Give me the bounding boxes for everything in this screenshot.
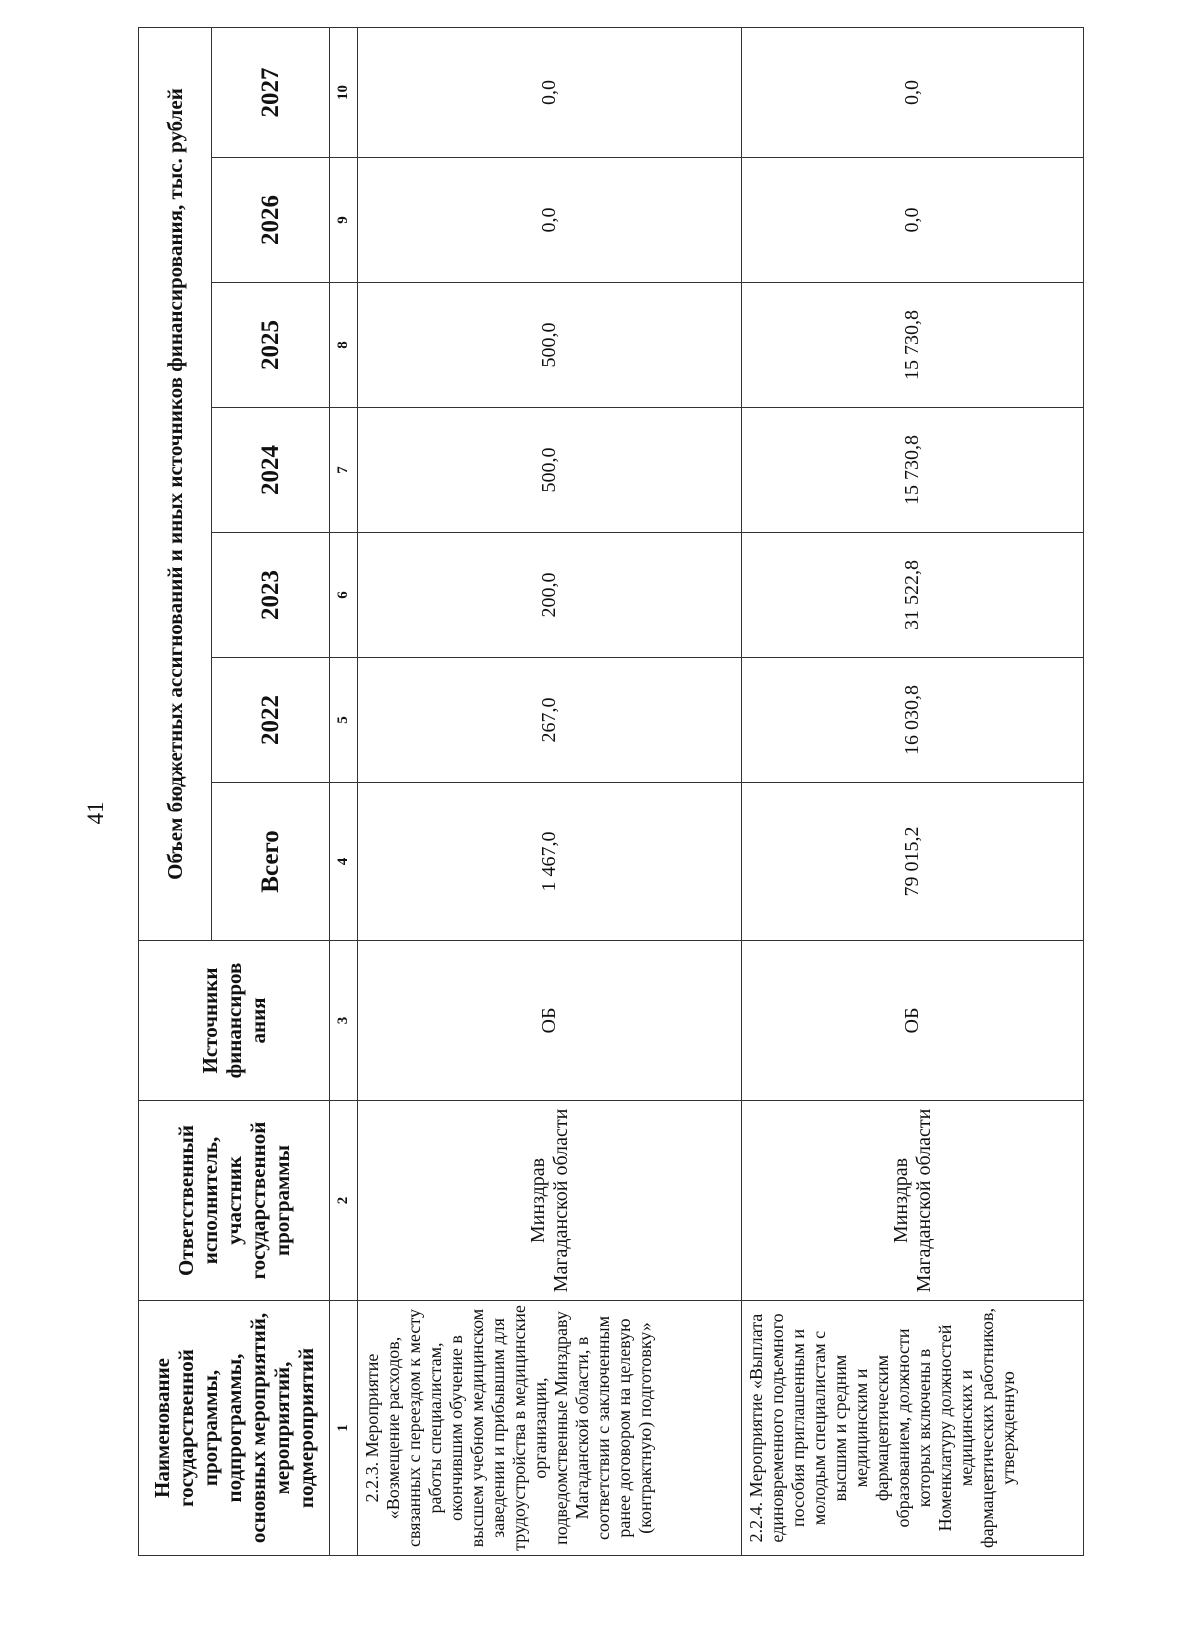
year-cell: 15 730,8: [742, 283, 1084, 408]
source-cell: ОБ: [742, 941, 1084, 1101]
year-cell: 31 522,8: [742, 533, 1084, 658]
total-cell: 1 467,0: [358, 783, 742, 941]
column-number: 3: [330, 941, 358, 1101]
header-total: Всего: [212, 783, 330, 941]
header-name: Наименование государственной программы, подпрограммы, основных мероприятий, мероприятий, подмероприятий: [139, 1301, 330, 1556]
year-cell: 500,0: [358, 408, 742, 533]
total-cell: 79 015,2: [742, 783, 1084, 941]
column-number-row: [330, 27, 358, 1555]
year-cell: 16 030,8: [742, 658, 1084, 783]
column-number: 2: [330, 1101, 358, 1301]
activity-name: 2.2.4. Мероприятие «Выплата единовременного подъемного пособия приглашенным и молодым специалистам с высшим и средним медицинским и фармацевтическим образованием, должности которых включены в Номенклатуру должностей медицинских и фармацевтических работников, утвержденную: [742, 1301, 1084, 1556]
column-number: 10: [330, 27, 358, 157]
column-number: 7: [330, 408, 358, 533]
header-executor: Ответственный исполнитель, участник государственной программы: [139, 1101, 330, 1301]
page-number: 41: [83, 801, 108, 825]
executor-cell: Минздрав Магаданской области: [742, 1101, 1084, 1301]
table-row: [742, 27, 1084, 1555]
budget-table: [138, 27, 1084, 1556]
header-sources: Источники финансиров ания: [139, 941, 330, 1101]
column-number: 4: [330, 783, 358, 941]
year-cell: 15 730,8: [742, 408, 1084, 533]
column-number: 9: [330, 158, 358, 283]
header-year-2023: 2023: [212, 533, 330, 658]
column-number: 8: [330, 283, 358, 408]
year-cell: 0,0: [742, 158, 1084, 283]
header-funding-group: Объем бюджетных ассигнований и иных источников финансирования, тыс. рублей: [139, 27, 212, 940]
source-cell: ОБ: [358, 941, 742, 1101]
executor-cell: Минздрав Магаданской области: [358, 1101, 742, 1301]
year-cell: 500,0: [358, 283, 742, 408]
header-year-2022: 2022: [212, 658, 330, 783]
column-number: 6: [330, 533, 358, 658]
header-year-2026: 2026: [212, 158, 330, 283]
header-year-2024: 2024: [212, 408, 330, 533]
header-year-2027: 2027: [212, 27, 330, 157]
year-cell: 0,0: [358, 27, 742, 157]
table-row: [358, 27, 742, 1555]
header-year-2025: 2025: [212, 283, 330, 408]
year-cell: 267,0: [358, 658, 742, 783]
year-cell: 200,0: [358, 533, 742, 658]
year-cell: 0,0: [358, 158, 742, 283]
activity-name: 2.2.3. Мероприятие «Возмещение расходов, связанных с переездом к месту работы специалистам, окончившим обучение в высшем учебном медицинском заведении и прибывшим для трудоустройства в медицинские организации, подведомственные Минздраву Магаданской области, в соответствии с заключенным ранее договором на целевую (контрактную) подготовку»: [358, 1301, 742, 1556]
year-cell: 0,0: [742, 27, 1084, 157]
column-number: 1: [330, 1301, 358, 1556]
column-number: 5: [330, 658, 358, 783]
